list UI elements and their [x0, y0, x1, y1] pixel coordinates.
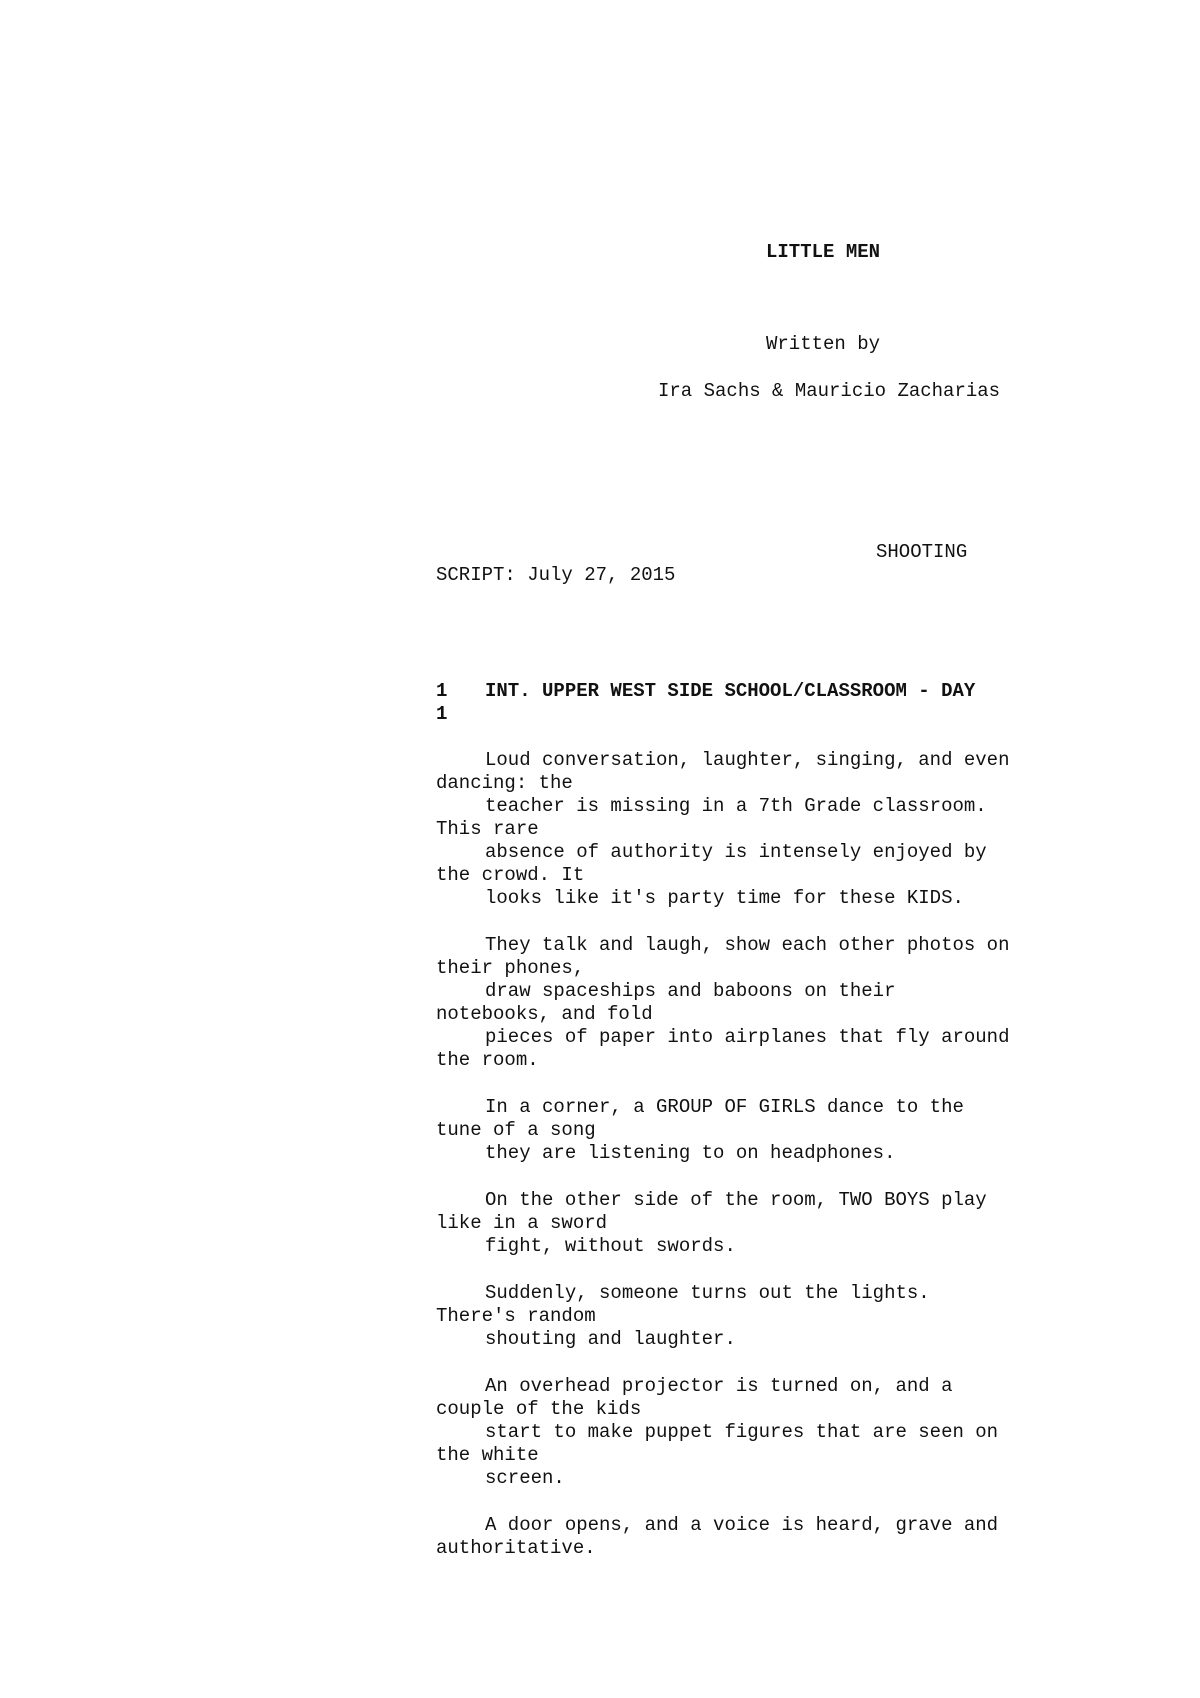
action-line: Loud conversation, laughter, singing, and even — [485, 749, 1010, 771]
action-line: their phones, — [436, 957, 585, 979]
action-line: This rare — [436, 818, 539, 840]
script-title: LITTLE MEN — [766, 241, 881, 263]
scene-heading: INT. UPPER WEST SIDE SCHOOL/CLASSROOM - DAY — [485, 680, 976, 702]
action-line: fight, without swords. — [485, 1235, 736, 1257]
action-line: In a corner, a GROUP OF GIRLS dance to the — [485, 1096, 964, 1118]
scene-number-left: 1 — [436, 680, 448, 702]
action-line: they are listening to on headphones. — [485, 1142, 896, 1164]
action-line: An overhead projector is turned on, and a — [485, 1375, 953, 1397]
draft-date: SCRIPT: July 27, 2015 — [436, 564, 676, 586]
draft-label: SHOOTING — [876, 541, 968, 563]
action-line: looks like it's party time for these KIDS. — [485, 887, 964, 909]
action-line: tune of a song — [436, 1119, 596, 1141]
action-line: screen. — [485, 1467, 565, 1489]
action-line: teacher is missing in a 7th Grade classroom. — [485, 795, 987, 817]
authors: Ira Sachs & Mauricio Zacharias — [658, 380, 1001, 402]
action-line: start to make puppet figures that are seen on — [485, 1421, 999, 1443]
action-line: A door opens, and a voice is heard, grave and — [485, 1514, 999, 1536]
scene-number-right: 1 — [436, 703, 448, 725]
action-line: shouting and laughter. — [485, 1328, 736, 1350]
action-line: the room. — [436, 1049, 539, 1071]
written-by-label: Written by — [766, 333, 881, 355]
action-line: like in a sword — [436, 1212, 608, 1234]
action-line: dancing: the — [436, 772, 573, 794]
action-line: authoritative. — [436, 1537, 596, 1559]
action-line: the crowd. It — [436, 864, 585, 886]
action-line: pieces of paper into airplanes that fly around — [485, 1026, 1010, 1048]
action-line: There's random — [436, 1305, 596, 1327]
action-line: the white — [436, 1444, 539, 1466]
action-line: draw spaceships and baboons on their — [485, 980, 896, 1002]
action-line: They talk and laugh, show each other photos on — [485, 934, 1010, 956]
action-line: On the other side of the room, TWO BOYS play — [485, 1189, 987, 1211]
action-line: Suddenly, someone turns out the lights. — [485, 1282, 930, 1304]
action-line: notebooks, and fold — [436, 1003, 653, 1025]
action-line: couple of the kids — [436, 1398, 642, 1420]
action-line: absence of authority is intensely enjoyed by — [485, 841, 987, 863]
